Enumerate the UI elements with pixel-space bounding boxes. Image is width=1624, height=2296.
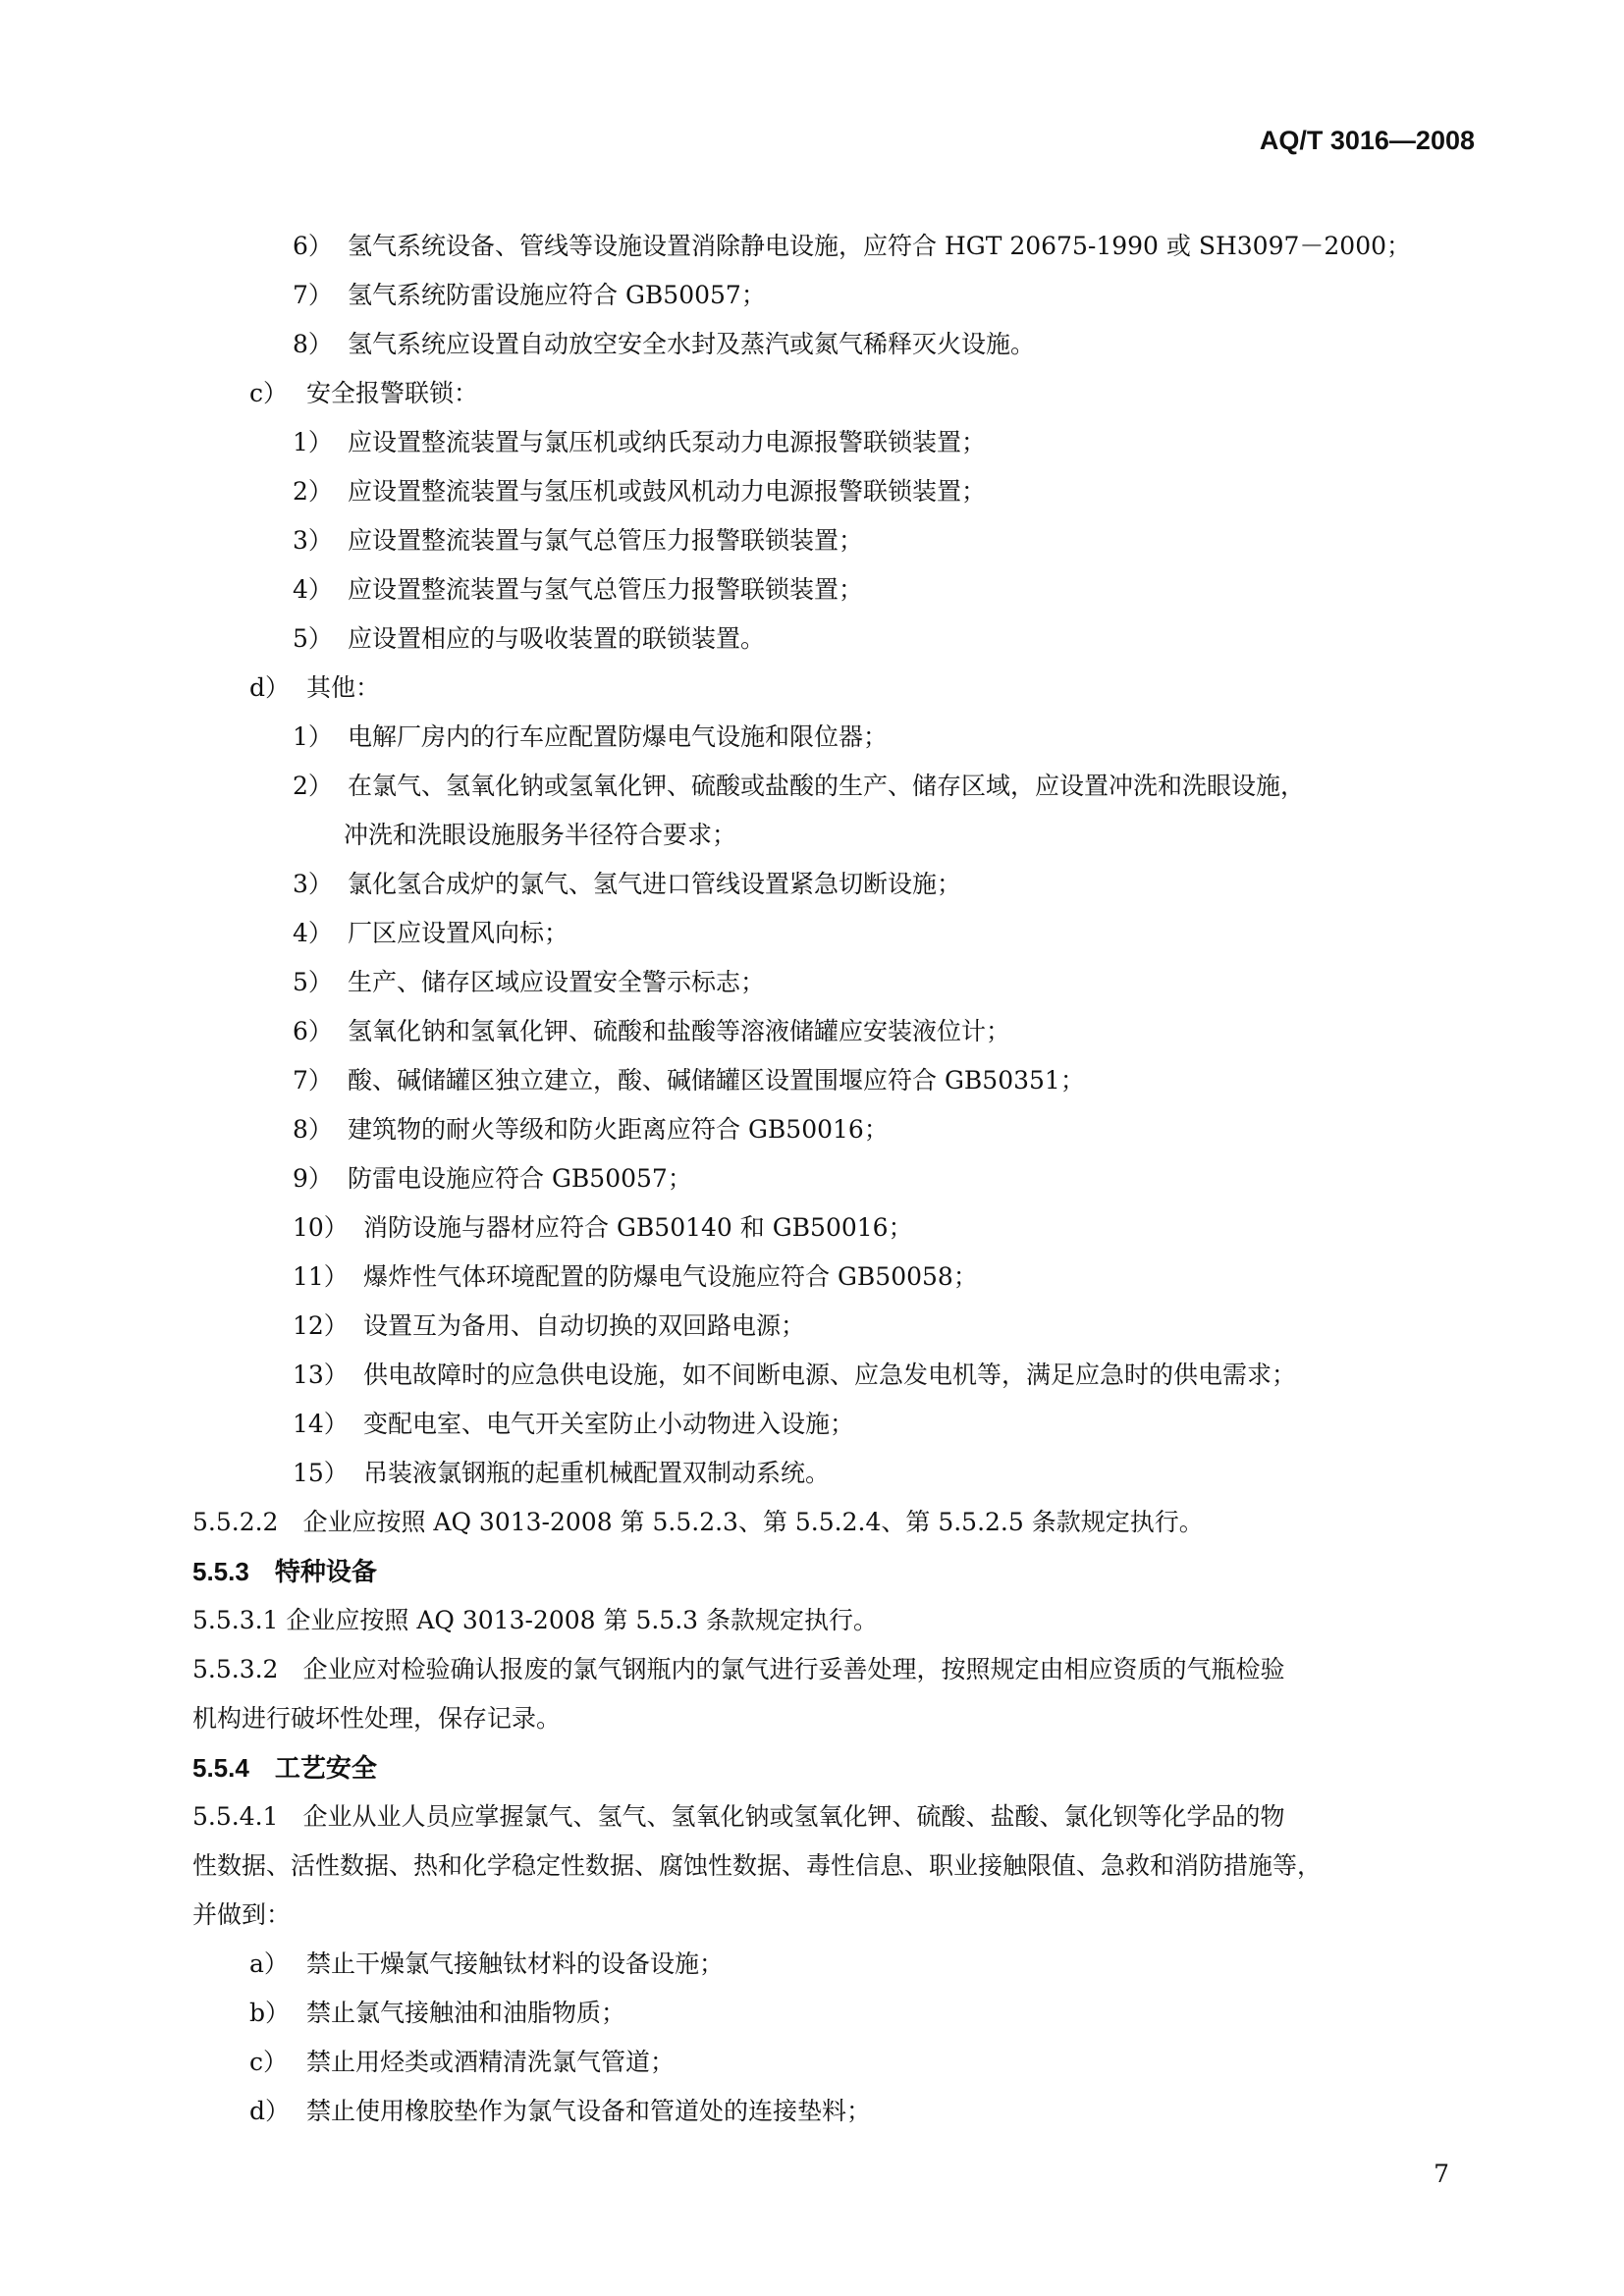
item-text: 爆炸性气体环境配置的防爆电气设施应符合 GB50058； xyxy=(363,1262,978,1291)
section-heading-5-5-3: 5.5.3 特种设备 xyxy=(192,1557,377,1586)
item-number: 1） xyxy=(293,428,333,456)
item-text: 吊装液氯钢瓶的起重机械配置双制动系统。 xyxy=(363,1459,831,1487)
list-item xyxy=(192,467,1479,516)
item-number: 5） xyxy=(293,968,333,996)
list-item xyxy=(192,565,1479,614)
item-text: 应设置整流装置与氢气总管压力报警联锁装置； xyxy=(348,575,864,604)
list-item xyxy=(192,1940,1479,1989)
list-item xyxy=(192,713,1479,762)
item-number: 3） xyxy=(293,870,333,898)
item-text: 应设置相应的与吸收装置的联锁装置。 xyxy=(348,624,766,653)
item-text: 建筑物的耐火等级和防火距离应符合 GB50016； xyxy=(348,1115,889,1144)
item-text: 应设置整流装置与氯气总管压力报警联锁装置； xyxy=(348,526,864,555)
section-title: 安全报警联锁： xyxy=(306,379,479,407)
list-item xyxy=(192,222,1479,271)
page-number: 7 xyxy=(1434,2160,1449,2188)
item-number: 10） xyxy=(293,1213,349,1242)
item-text: 氢气系统应设置自动放空安全水封及蒸汽或氮气稀释灭火设施。 xyxy=(348,330,1036,358)
item-number: 2） xyxy=(293,772,333,800)
item-text: 变配电室、电气开关室防止小动物进入设施； xyxy=(363,1410,855,1438)
list-item-continuation: 冲洗和洗眼设施服务半径符合要求； xyxy=(344,821,737,849)
section-d-heading xyxy=(192,664,1479,713)
list-item xyxy=(192,271,1479,320)
item-text: 氢气系统设备、管线等设施设置消除静电设施，应符合 HGT 20675-1990 或 SH3097－2000； xyxy=(348,232,1412,260)
list-item xyxy=(192,909,1479,958)
item-text: 氢气系统防雷设施应符合 GB50057； xyxy=(348,281,766,309)
list-item xyxy=(192,2087,1479,2136)
list-item xyxy=(192,1007,1479,1056)
item-number: 6） xyxy=(293,1017,333,1045)
item-number: 8） xyxy=(293,1115,333,1144)
item-number: 14） xyxy=(293,1410,349,1438)
clause-5-5-3-1: 5.5.3.1 企业应按照 AQ 3013-2008 第 5.5.3 条款规定执行。 xyxy=(192,1606,878,1634)
list-item xyxy=(192,1449,1479,1498)
item-number: 4） xyxy=(293,919,333,947)
item-number: 12） xyxy=(293,1311,349,1340)
item-text: 供电故障时的应急供电设施，如不间断电源、应急发电机等，满足应急时的供电需求； xyxy=(363,1361,1297,1389)
item-label: b） xyxy=(249,1999,291,2027)
item-text: 酸、碱储罐区独立建立，酸、碱储罐区设置围堰应符合 GB50351； xyxy=(348,1066,1085,1095)
item-number: 7） xyxy=(293,281,333,309)
item-text: 禁止使用橡胶垫作为氯气设备和管道处的连接垫料； xyxy=(306,2097,872,2125)
item-label: a） xyxy=(249,1949,289,1978)
section-label: d） xyxy=(249,673,291,702)
item-text: 在氯气、氢氧化钠或氢氧化钾、硫酸或盐酸的生产、储存区域，应设置冲洗和洗眼设施， xyxy=(348,772,1306,800)
list-item xyxy=(192,320,1479,369)
item-text: 设置互为备用、自动切换的双回路电源； xyxy=(363,1311,806,1340)
item-text: 禁止干燥氯气接触钛材料的设备设施； xyxy=(306,1949,725,1978)
list-item xyxy=(192,1203,1479,1253)
item-number: 15） xyxy=(293,1459,349,1487)
item-number: 11） xyxy=(293,1262,349,1291)
clause-5-5-3-2-line: 5.5.3.2 企业应对检验确认报废的氯气钢瓶内的氯气进行妥善处理，按照规定由相应资质的气瓶检验 xyxy=(192,1655,1285,1683)
item-number: 7） xyxy=(293,1066,333,1095)
clause-5-5-4-1-line: 并做到： xyxy=(192,1900,292,1929)
list-item xyxy=(192,1105,1479,1154)
list-item xyxy=(192,958,1479,1007)
item-number: 2） xyxy=(293,477,333,506)
item-number: 13） xyxy=(293,1361,349,1389)
clause-5-5-4-1-line: 性数据、活性数据、热和化学稳定性数据、腐蚀性数据、毒性信息、职业接触限值、急救和消防措施等， xyxy=(192,1851,1323,1880)
list-item xyxy=(192,1302,1479,1351)
item-number: 5） xyxy=(293,624,333,653)
document-code: AQ/T 3016—2008 xyxy=(1259,126,1475,155)
item-number: 8） xyxy=(293,330,333,358)
item-number: 9） xyxy=(293,1164,333,1193)
item-number: 1） xyxy=(293,722,333,751)
item-text: 生产、储存区域应设置安全警示标志； xyxy=(348,968,766,996)
list-item xyxy=(192,1253,1479,1302)
page-body xyxy=(192,222,1479,2136)
section-label: c） xyxy=(249,379,289,407)
item-text: 氯化氢合成炉的氯气、氢气进口管线设置紧急切断设施； xyxy=(348,870,962,898)
list-item xyxy=(192,614,1479,664)
list-item xyxy=(192,1351,1479,1400)
item-text: 氢氧化钠和氢氧化钾、硫酸和盐酸等溶液储罐应安装液位计； xyxy=(348,1017,1011,1045)
clause-5-5-2-2: 5.5.2.2 企业应按照 AQ 3013-2008 第 5.5.2.3、第 5.5.2.4、第 5.5.2.5 条款规定执行。 xyxy=(192,1508,1204,1536)
item-text: 电解厂房内的行车应配置防爆电气设施和限位器； xyxy=(348,722,889,751)
item-text: 消防设施与器材应符合 GB50140 和 GB50016； xyxy=(363,1213,913,1242)
item-text: 防雷电设施应符合 GB50057； xyxy=(348,1164,692,1193)
list-item xyxy=(192,516,1479,565)
clause-5-5-3-2-line: 机构进行破坏性处理，保存记录。 xyxy=(192,1704,562,1733)
list-item xyxy=(192,418,1479,467)
list-item xyxy=(192,1989,1479,2038)
section-c-heading xyxy=(192,369,1479,418)
list-item xyxy=(192,1154,1479,1203)
item-number: 6） xyxy=(293,232,333,260)
item-text: 应设置整流装置与氯压机或纳氏泵动力电源报警联锁装置； xyxy=(348,428,987,456)
list-item xyxy=(192,1400,1479,1449)
item-label: d） xyxy=(249,2097,291,2125)
section-heading-5-5-4: 5.5.4 工艺安全 xyxy=(192,1753,377,1783)
list-item xyxy=(192,860,1479,909)
item-text: 应设置整流装置与氢压机或鼓风机动力电源报警联锁装置； xyxy=(348,477,987,506)
item-text: 厂区应设置风向标； xyxy=(348,919,569,947)
section-title: 其他： xyxy=(306,673,381,702)
list-item xyxy=(192,762,1479,811)
list-item xyxy=(192,1056,1479,1105)
list-item xyxy=(192,2038,1479,2087)
item-number: 3） xyxy=(293,526,333,555)
item-text: 禁止氯气接触油和油脂物质； xyxy=(306,1999,626,2027)
item-number: 4） xyxy=(293,575,333,604)
item-text: 禁止用烃类或酒精清洗氯气管道； xyxy=(306,2048,676,2076)
clause-5-5-4-1-line: 5.5.4.1 企业从业人员应掌握氯气、氢气、氢氧化钠或氢氧化钾、硫酸、盐酸、氯化钡等化学品的物 xyxy=(192,1802,1285,1831)
item-label: c） xyxy=(249,2048,289,2076)
